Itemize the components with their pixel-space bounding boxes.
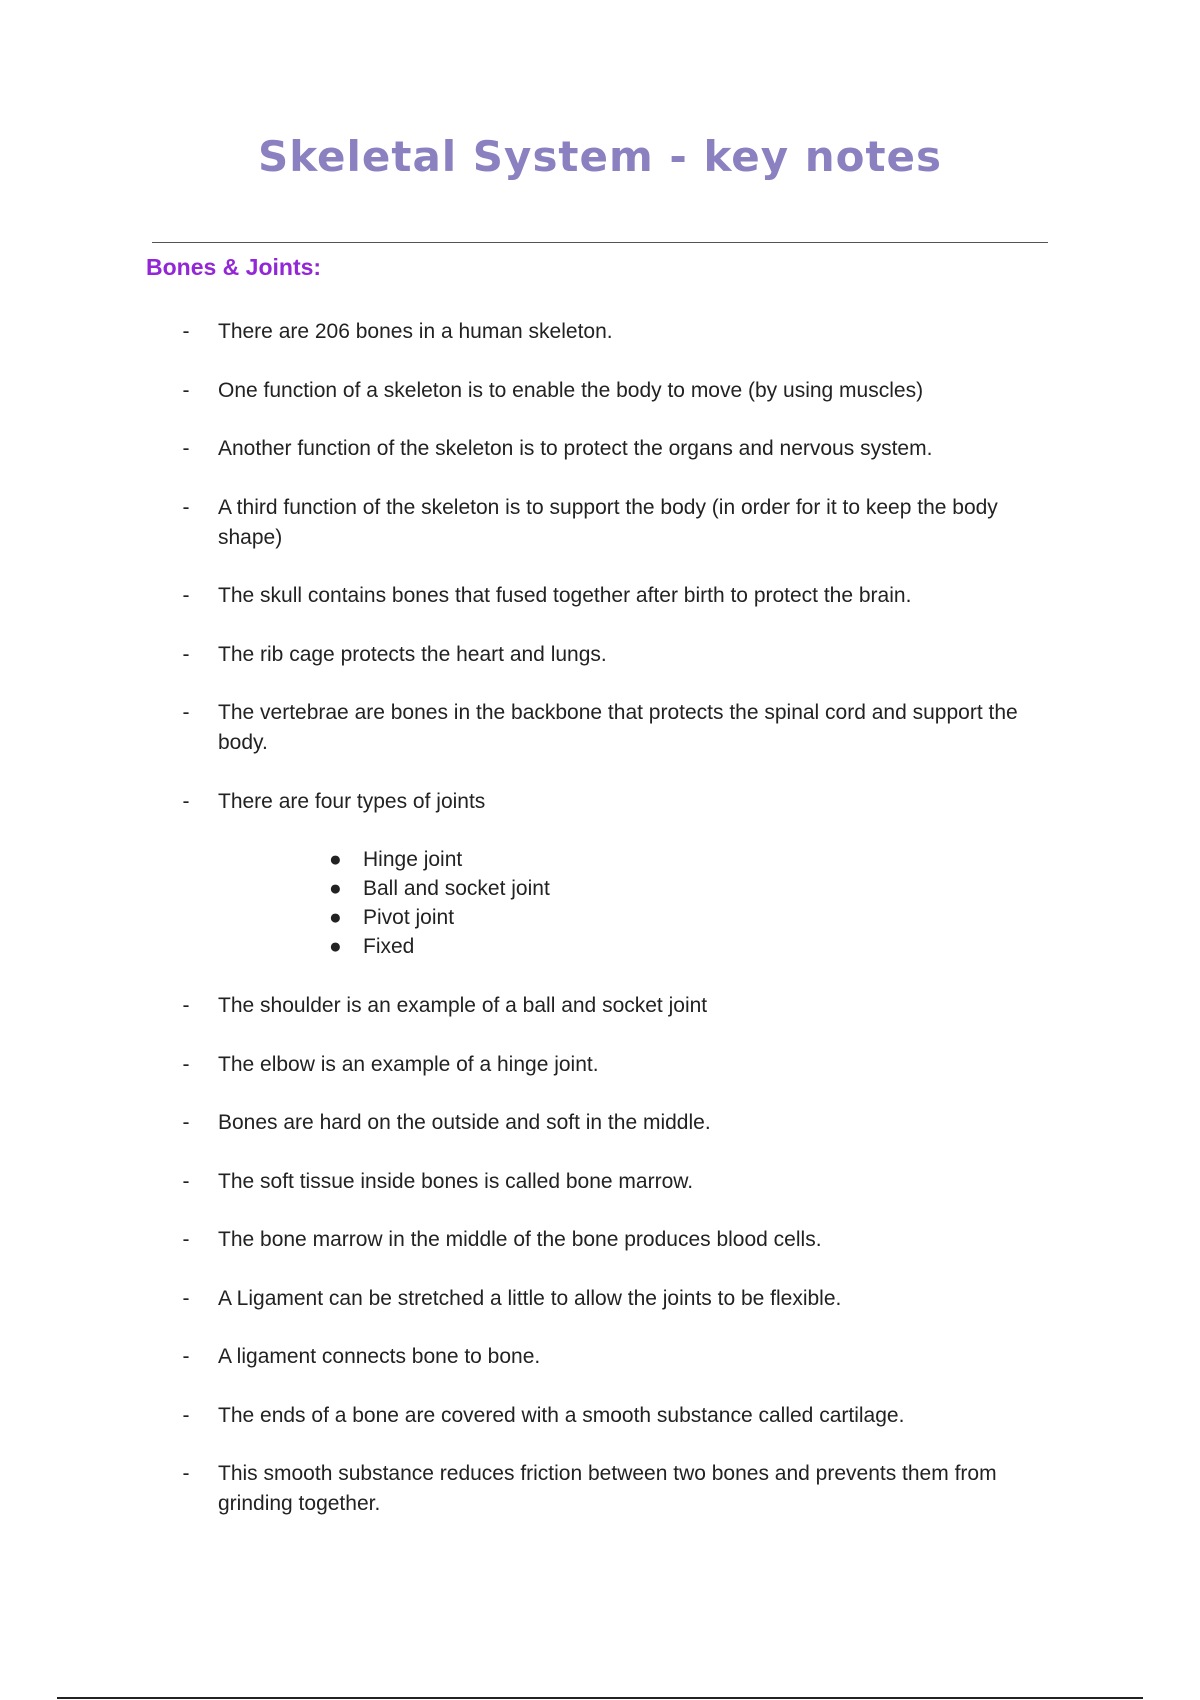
dash-marker: - bbox=[182, 437, 190, 460]
note-text: The soft tissue inside bones is called bone marrow. bbox=[218, 1169, 694, 1193]
bullet-marker: ● bbox=[329, 877, 342, 900]
notes-list bbox=[0, 317, 1200, 1548]
note-item bbox=[0, 376, 1048, 406]
joint-type-item bbox=[0, 845, 1200, 874]
note-text: The rib cage protects the heart and lungs. bbox=[218, 642, 607, 666]
note-text: Bones are hard on the outside and soft in the middle. bbox=[218, 1111, 711, 1134]
note-text: This smooth substance reduces friction between two bones and prevents them from grinding together. bbox=[218, 1462, 997, 1515]
joint-type-text: Hinge joint bbox=[363, 848, 463, 871]
note-item bbox=[0, 434, 1048, 464]
bullet-marker: ● bbox=[329, 935, 342, 958]
joint-type-text: Ball and socket joint bbox=[363, 877, 550, 900]
dash-marker: - bbox=[182, 1228, 190, 1251]
note-item bbox=[0, 1225, 1048, 1255]
dash-marker: - bbox=[182, 1462, 190, 1485]
note-item bbox=[0, 1167, 1048, 1197]
note-item bbox=[0, 493, 1048, 553]
joint-type-item bbox=[0, 932, 1200, 961]
dash-marker: - bbox=[182, 1052, 190, 1076]
page-title: Skeletal System - key notes bbox=[257, 132, 943, 181]
page-bottom-rule bbox=[57, 1697, 1143, 1699]
note-item bbox=[0, 787, 1048, 817]
note-item bbox=[0, 1108, 1048, 1138]
note-item bbox=[0, 317, 1048, 347]
joint-type-text: Fixed bbox=[363, 935, 415, 958]
note-item bbox=[0, 1401, 1048, 1431]
title-divider bbox=[152, 242, 1048, 243]
note-text: There are 206 bones in a human skeleton. bbox=[218, 320, 613, 343]
note-item bbox=[0, 1050, 1048, 1080]
note-item bbox=[0, 581, 1048, 611]
dash-marker: - bbox=[182, 584, 190, 607]
joint-types-list bbox=[0, 845, 1200, 961]
dash-marker: - bbox=[182, 1111, 190, 1134]
dash-marker: - bbox=[182, 378, 190, 402]
note-item bbox=[0, 1459, 1048, 1519]
joint-type-item bbox=[0, 874, 1200, 903]
dash-marker: - bbox=[182, 789, 190, 813]
note-item bbox=[0, 640, 1048, 670]
dash-marker: - bbox=[182, 1169, 190, 1193]
note-text: The ends of a bone are covered with a smooth substance called cartilage. bbox=[218, 1403, 905, 1427]
dash-marker: - bbox=[182, 320, 190, 343]
bullet-marker: ● bbox=[329, 848, 342, 871]
dash-marker: - bbox=[182, 701, 190, 724]
note-text: The skull contains bones that fused together after birth to protect the brain. bbox=[218, 584, 912, 607]
joint-type-item bbox=[0, 903, 1200, 932]
dash-marker: - bbox=[182, 1345, 190, 1368]
note-item bbox=[0, 698, 1048, 758]
joint-type-text: Pivot joint bbox=[363, 906, 455, 929]
dash-marker: - bbox=[182, 495, 190, 519]
bullet-marker: ● bbox=[329, 906, 342, 929]
dash-marker: - bbox=[182, 1286, 190, 1310]
note-text: A ligament connects bone to bone. bbox=[218, 1345, 541, 1368]
note-text: One function of a skeleton is to enable the body to move (by using muscles) bbox=[218, 378, 924, 402]
section-heading: Bones & Joints: bbox=[146, 254, 322, 280]
note-item bbox=[0, 1342, 1048, 1372]
note-item bbox=[0, 1284, 1048, 1314]
note-text: The bone marrow in the middle of the bone produces blood cells. bbox=[218, 1228, 822, 1251]
note-text: The elbow is an example of a hinge joint. bbox=[218, 1052, 599, 1076]
dash-marker: - bbox=[182, 1403, 190, 1427]
note-text: The shoulder is an example of a ball and socket joint bbox=[218, 994, 708, 1017]
note-text: A Ligament can be stretched a little to allow the joints to be flexible. bbox=[218, 1286, 842, 1310]
note-item bbox=[0, 991, 1048, 1021]
joint-types-group bbox=[0, 845, 1200, 961]
note-text: There are four types of joints bbox=[218, 789, 486, 813]
dash-marker: - bbox=[182, 994, 190, 1017]
note-text: A third function of the skeleton is to support the body (in order for it to keep the body shape) bbox=[218, 495, 998, 549]
note-text: The vertebrae are bones in the backbone that protects the spinal cord and support the body. bbox=[218, 701, 1018, 754]
dash-marker: - bbox=[182, 642, 190, 666]
note-text: Another function of the skeleton is to protect the organs and nervous system. bbox=[218, 437, 933, 460]
